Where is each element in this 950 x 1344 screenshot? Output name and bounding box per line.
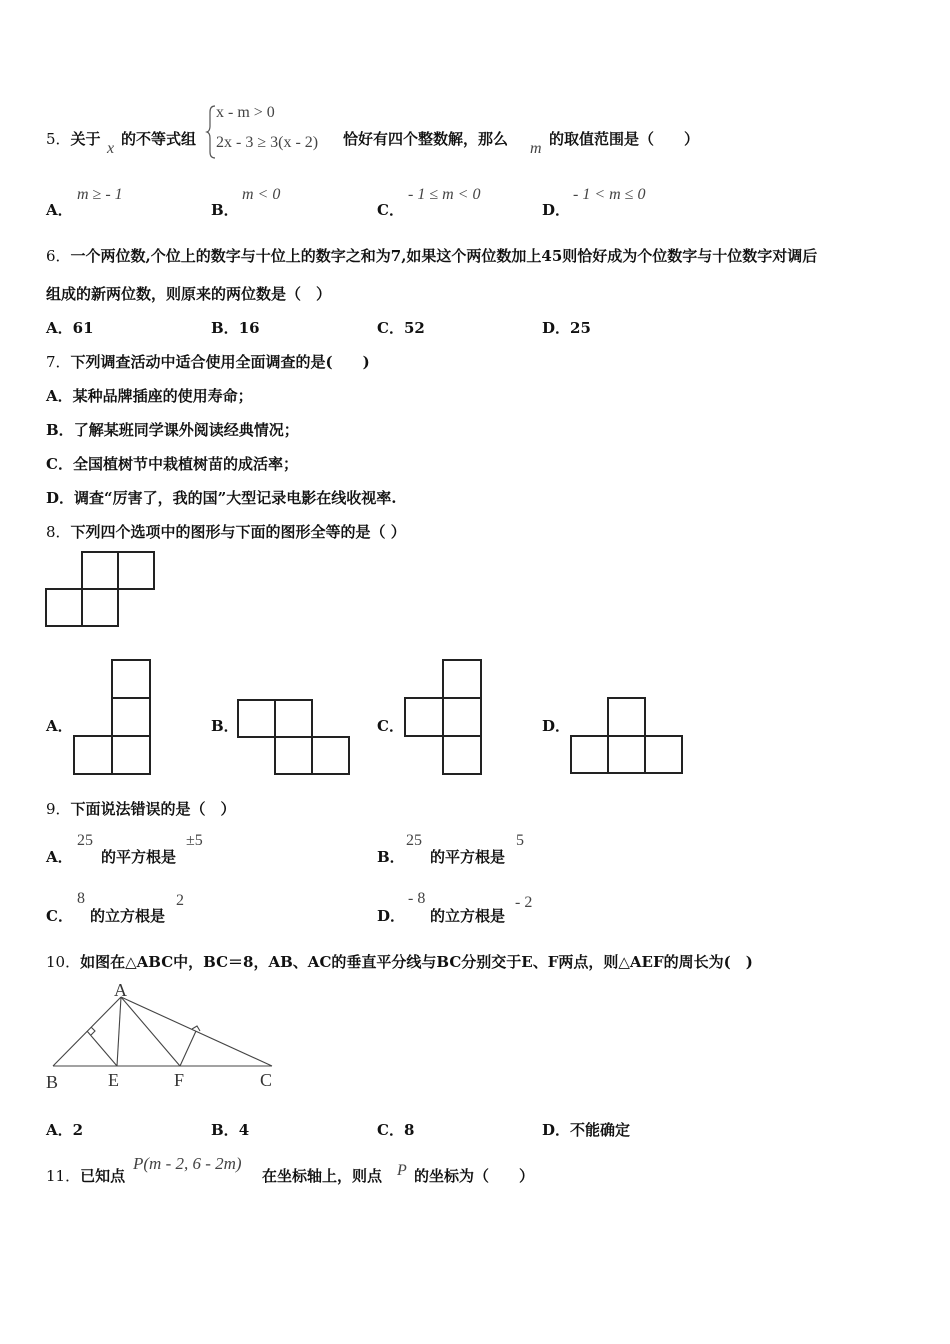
option-label: D． xyxy=(377,907,406,925)
option-math: 5 xyxy=(516,832,524,849)
option-math: 8 xyxy=(77,890,85,907)
variable-p: P xyxy=(397,1162,407,1179)
option-label: A． xyxy=(46,1121,73,1139)
option-math: - 1 ≤ m < 0 xyxy=(408,186,481,203)
option-label: A． xyxy=(46,319,73,337)
question-text: 恰好有四个整数解，那么 xyxy=(343,130,509,148)
option-label: D． xyxy=(542,201,571,219)
option-c-figure xyxy=(404,659,484,775)
option-label: C． xyxy=(377,319,404,337)
question-text: 的坐标为（ ） xyxy=(414,1167,535,1185)
question-number: 11． xyxy=(46,1167,81,1185)
option-text: 8 xyxy=(403,1121,415,1139)
question-text: 下面说法错误的是（ ） xyxy=(70,800,236,818)
question-number: 8． xyxy=(46,523,71,541)
option-text: 调查“厉害了，我的国”大型记录电影在线收视率. xyxy=(74,489,397,507)
option-text: 16 xyxy=(238,319,260,337)
question-number: 7． xyxy=(46,353,71,371)
inequality-2: 2x - 3 ≥ 3(x - 2) xyxy=(216,134,319,151)
option-text: 52 xyxy=(403,319,425,337)
option-math: - 8 xyxy=(408,890,426,907)
option-label: C． xyxy=(46,455,73,473)
question-text: 一个两位数,个位上的数字与十位上的数字之和为7,如果这个两位数加上45则恰好成为个位数字与十位数字对调后 xyxy=(70,247,818,265)
option-label: D． xyxy=(542,1121,571,1139)
option-label: A． xyxy=(46,717,73,735)
option-label: B． xyxy=(377,848,405,866)
option-math: - 2 xyxy=(515,894,533,911)
option-label: D． xyxy=(46,489,75,507)
option-math: 25 xyxy=(77,832,93,849)
question-text: 已知点 xyxy=(80,1167,126,1185)
question-text: 的不等式组 xyxy=(121,130,197,148)
option-text: 不能确定 xyxy=(570,1121,631,1139)
option-text: 某种品牌插座的使用寿命； xyxy=(72,387,253,405)
triangle-figure xyxy=(44,980,276,1095)
option-math: ±5 xyxy=(186,832,203,849)
option-text: 的平方根是 xyxy=(430,848,506,866)
option-math: m ≥ - 1 xyxy=(77,186,123,203)
option-label: A． xyxy=(46,201,73,219)
point-label-f: F xyxy=(174,1070,185,1090)
question-number: 9． xyxy=(46,800,71,818)
question-text: 在坐标轴上，则点 xyxy=(262,1167,383,1185)
reference-figure xyxy=(45,551,157,629)
option-text: 的立方根是 xyxy=(430,907,506,925)
option-label: C． xyxy=(46,907,73,925)
option-label: B． xyxy=(211,1121,239,1139)
question-number: 10． xyxy=(46,953,81,971)
point-label-b: B xyxy=(46,1072,59,1092)
option-label: D． xyxy=(542,319,571,337)
option-text: 61 xyxy=(72,319,94,337)
option-text: 全国植树节中栽植树苗的成活率； xyxy=(72,455,298,473)
question-text: 组成的新两位数，则原来的两位数是（ ） xyxy=(46,285,332,303)
option-text: 的平方根是 xyxy=(101,848,177,866)
question-text: 下列四个选项中的图形与下面的图形全等的是（ ） xyxy=(70,523,406,541)
option-label: C． xyxy=(377,201,404,219)
question-text: 关于 xyxy=(70,130,101,148)
option-label: B． xyxy=(211,201,239,219)
option-text: 的立方根是 xyxy=(90,907,166,925)
question-text: 如图在△ABC中，BC＝8，AB、AC的垂直平分线与BC分别交于E、F两点，则△AEF的周长为( ) xyxy=(80,953,753,971)
point-label-c: C xyxy=(260,1070,273,1090)
option-label: B． xyxy=(211,717,239,735)
option-math: - 1 < m ≤ 0 xyxy=(573,186,646,203)
option-label: C． xyxy=(377,717,404,735)
option-text: 4 xyxy=(238,1121,250,1139)
point-label-a: A xyxy=(114,980,127,1000)
inequality-1: x - m > 0 xyxy=(216,104,275,121)
option-label: B． xyxy=(46,421,74,439)
variable-x: x xyxy=(107,140,115,157)
question-number: 5． xyxy=(46,130,71,148)
option-label: B． xyxy=(211,319,239,337)
option-math: 25 xyxy=(406,832,422,849)
option-label: C． xyxy=(377,1121,404,1139)
point-label-e: E xyxy=(108,1070,119,1090)
option-a-figure xyxy=(73,659,153,775)
option-text: 2 xyxy=(72,1121,84,1139)
variable-m: m xyxy=(530,140,542,157)
option-text: 25 xyxy=(570,319,591,337)
question-text: 下列调查活动中适合使用全面调查的是( ) xyxy=(70,353,370,371)
option-math: 2 xyxy=(176,892,184,909)
question-text: 的取值范围是（ ） xyxy=(549,130,700,148)
option-label: A． xyxy=(46,848,73,866)
option-d-figure xyxy=(570,697,684,775)
option-text: 了解某班同学课外阅读经典情况； xyxy=(73,421,299,439)
option-label: A． xyxy=(46,387,73,405)
option-label: D． xyxy=(542,717,571,735)
point-coordinates: P(m - 2, 6 - 2m) xyxy=(133,1154,242,1173)
question-number: 6． xyxy=(46,247,71,265)
option-math: m < 0 xyxy=(242,186,281,203)
option-b-figure xyxy=(237,699,351,775)
